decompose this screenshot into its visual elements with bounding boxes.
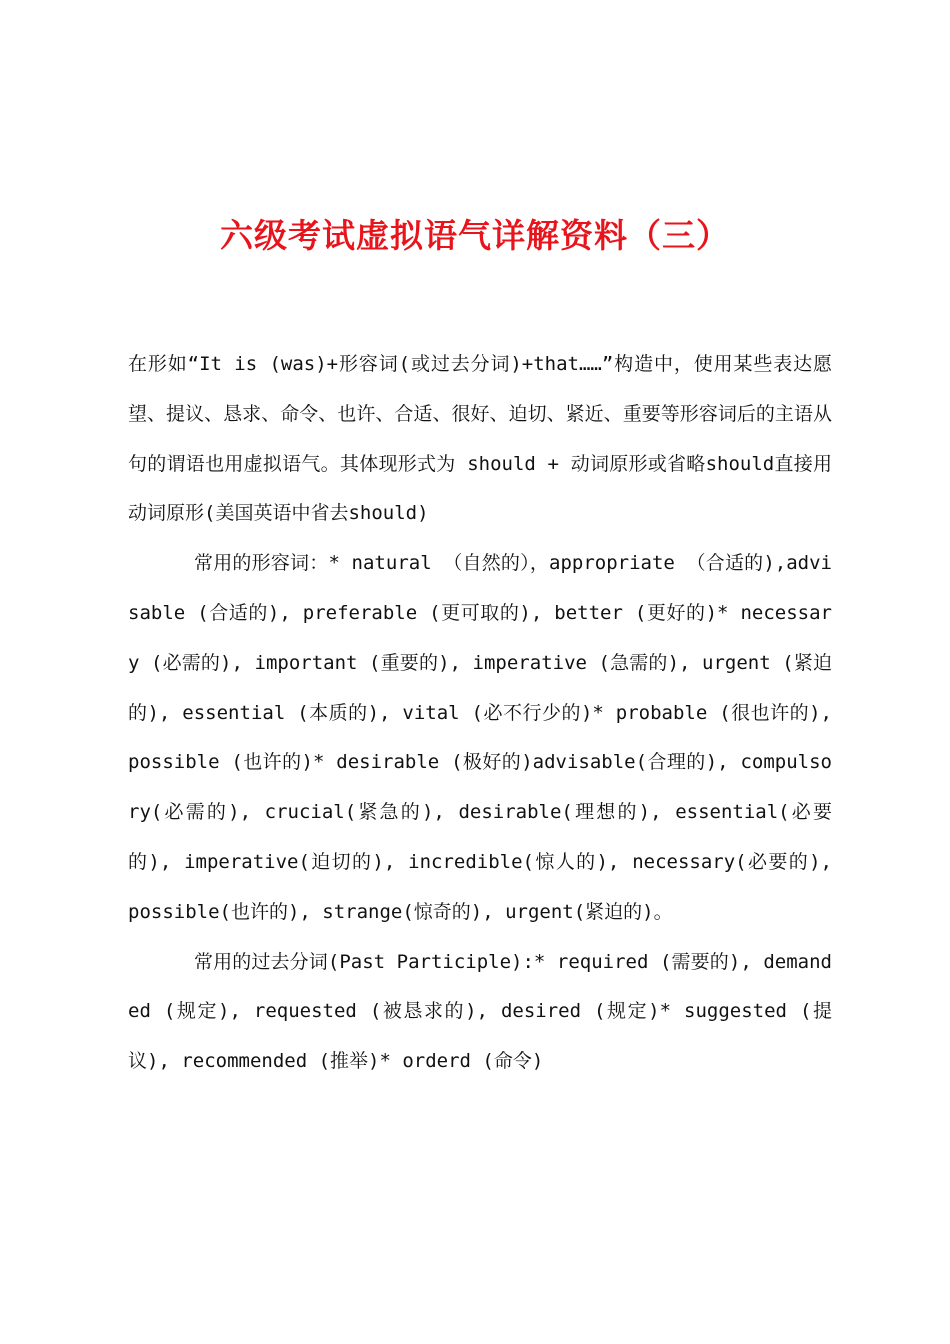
paragraph-adjectives: 常用的形容词：* natural （自然的），appropriate （合适的),advisable (合适的), preferable (更可取的), better (更好的)* necessary (必需的), important (重要的), imperative (急需的), urgent (紧迫的), essential (本质的), vital (必不行少的)* probable (很也许的), possible (也许的)* desirable (极好的)advisable(合理的), compulsory(必需的), crucial(紧急的), desirable(理想的), essential(必要的), imperative(迫切的), incredible(惊人的), necessary(必要的), possible(也许的), strange(惊奇的), urgent(紧迫的)。 <box>128 552 832 923</box>
paragraph-past-participles: 常用的过去分词(Past Participle):* required (需要的), demanded (规定), requested (被恳求的), desired (规定)* suggested (提议), recommended (推举)* orderd (命令) <box>128 950 832 1073</box>
document-body <box>128 340 832 1087</box>
document-title: 六级考试虚拟语气详解资料（三） <box>220 216 730 255</box>
paragraph-intro: 在形如“It is (was)+形容词(或过去分词)+that……”构造中，使用某些表达愿望、提议、恳求、命令、也许、合适、很好、迫切、紧近、重要等形容词后的主语从句的谓语也用虚拟语气。其体现形式为 should + 动词原形或省略should直接用动词原形(美国英语中省去should) <box>128 353 832 525</box>
